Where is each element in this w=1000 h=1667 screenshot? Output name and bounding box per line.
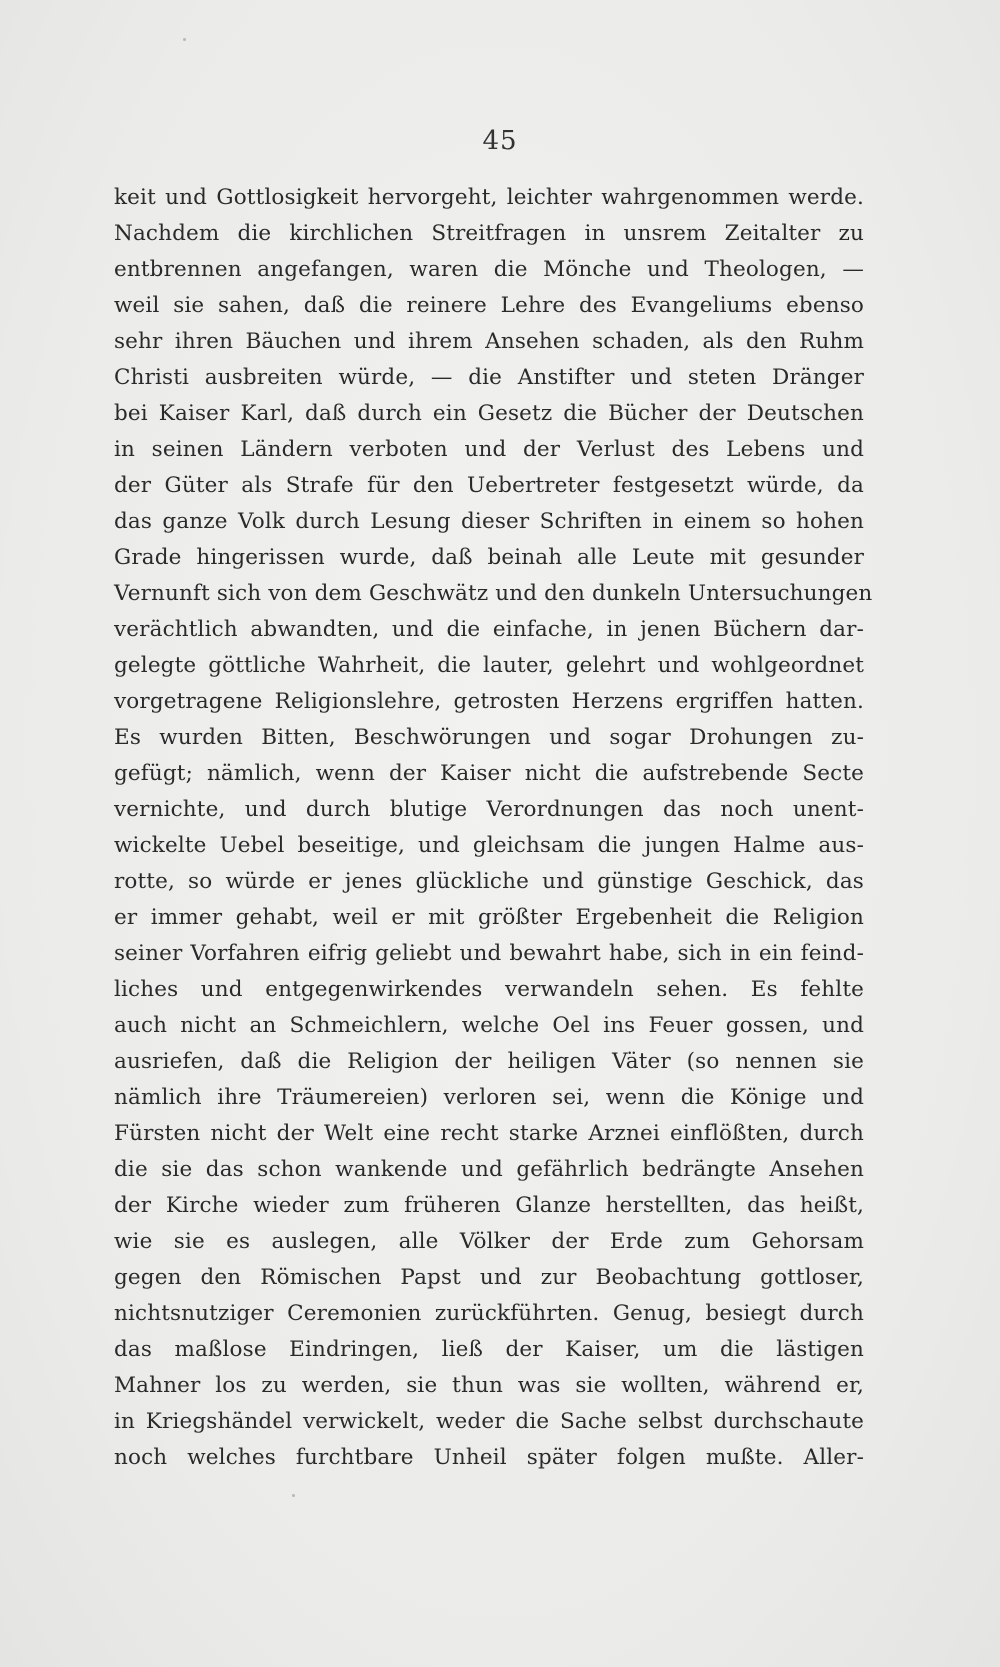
text-line: seiner Vorfahren eifrig geliebt und bewahrt habe, sich in ein feind- xyxy=(114,941,864,966)
text-line: rotte, so würde er jenes glückliche und günstige Geschick, das xyxy=(114,869,864,894)
text-line: noch welches furchtbare Unheil später folgen mußte. Aller- xyxy=(114,1445,864,1470)
text-line: wickelte Uebel beseitige, und gleichsam die jungen Halme aus- xyxy=(114,833,864,858)
text-line: Fürsten nicht der Welt eine recht starke Arznei einflößten, durch xyxy=(114,1121,864,1146)
text-line: gelegte göttliche Wahrheit, die lauter, gelehrt und wohlgeordnet xyxy=(114,653,864,678)
text-line: gegen den Römischen Papst und zur Beobachtung gottloser, xyxy=(114,1265,864,1290)
text-line: Christi ausbreiten würde, — die Anstifter und steten Dränger xyxy=(114,365,864,390)
paper-speck xyxy=(292,1494,295,1497)
text-line: Mahner los zu werden, sie thun was sie wollten, während er, xyxy=(114,1373,864,1398)
text-line: Nachdem die kirchlichen Streitfragen in unsrem Zeitalter zu xyxy=(114,221,864,246)
text-line: vernichte, und durch blutige Verordnungen das noch unent- xyxy=(114,797,864,822)
text-line: wie sie es auslegen, alle Völker der Erde zum Gehorsam xyxy=(114,1229,864,1254)
text-line: in Kriegshändel verwickelt, weder die Sache selbst durchschaute xyxy=(114,1409,864,1434)
text-line: weil sie sahen, daß die reinere Lehre des Evangeliums ebenso xyxy=(114,293,864,318)
text-line: das maßlose Eindringen, ließ der Kaiser, um die lästigen xyxy=(114,1337,864,1362)
text-line: auch nicht an Schmeichlern, welche Oel ins Feuer gossen, und xyxy=(114,1013,864,1038)
text-line: die sie das schon wankende und gefährlich bedrängte Ansehen xyxy=(114,1157,864,1182)
text-line: in seinen Ländern verboten und der Verlust des Lebens und xyxy=(114,437,864,462)
text-line: Grade hingerissen wurde, daß beinah alle Leute mit gesunder xyxy=(114,545,864,570)
text-line: Vernunft sich von dem Geschwätz und den dunkeln Untersuchungen xyxy=(114,581,873,606)
text-line: der Kirche wieder zum früheren Glanze herstellten, das heißt, xyxy=(114,1193,864,1218)
text-line: sehr ihren Bäuchen und ihrem Ansehen schaden, als den Ruhm xyxy=(114,329,864,354)
text-line: der Güter als Strafe für den Uebertreter festgesetzt würde, da xyxy=(114,473,864,498)
text-line: nämlich ihre Träumereien) verloren sei, wenn die Könige und xyxy=(114,1085,864,1110)
page-number: 45 xyxy=(482,126,518,156)
text-line: verächtlich abwandten, und die einfache, in jenen Büchern dar- xyxy=(114,617,864,642)
text-line: das ganze Volk durch Lesung dieser Schriften in einem so hohen xyxy=(114,509,864,534)
paper-speck xyxy=(183,38,186,41)
text-line: entbrennen angefangen, waren die Mönche und Theologen, — xyxy=(114,257,864,282)
text-line: Es wurden Bitten, Beschwörungen und sogar Drohungen zu- xyxy=(114,725,864,750)
body-text xyxy=(114,180,873,1476)
text-line: gefügt; nämlich, wenn der Kaiser nicht die aufstrebende Secte xyxy=(114,761,864,786)
text-line: er immer gehabt, weil er mit größter Ergebenheit die Religion xyxy=(114,905,864,930)
text-line: ausriefen, daß die Religion der heiligen Väter (so nennen sie xyxy=(114,1049,864,1074)
text-line: bei Kaiser Karl, daß durch ein Gesetz die Bücher der Deutschen xyxy=(114,401,864,426)
text-line: liches und entgegenwirkendes verwandeln sehen. Es fehlte xyxy=(114,977,864,1002)
text-line: nichtsnutziger Ceremonien zurückführten. Genug, besiegt durch xyxy=(114,1301,864,1326)
text-line: keit und Gottlosigkeit hervorgeht, leichter wahrgenommen werde. xyxy=(114,185,864,210)
text-line: vorgetragene Religionslehre, getrosten Herzens ergriffen hatten. xyxy=(114,689,864,714)
